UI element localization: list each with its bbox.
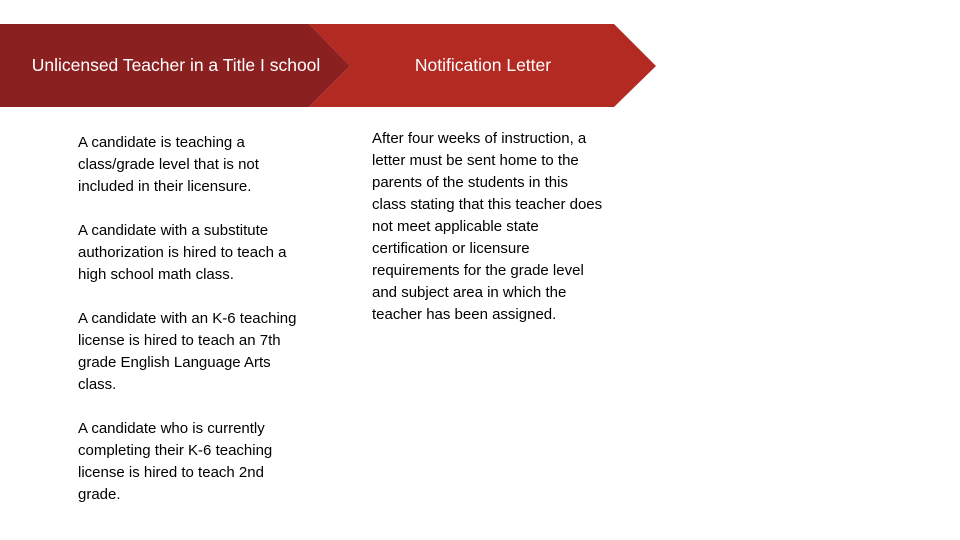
scenario-item: A candidate is teaching a class/grade level that is not included in their licensure. [78, 134, 259, 195]
notification-text: After four weeks of instruction, a letter must be sent home to the parents of the students in this class stating that this teacher does not meet applicable state certification or licensure requirements for the grade level and subject area in which the teacher has been assigned. [372, 130, 603, 323]
scenario-item: A candidate who is currently completing their K-6 teaching license is hired to teach 2nd grade. [78, 420, 273, 503]
scenario-item: A candidate with an K-6 teaching license is hired to teach an 7th grade English Language Arts class. [78, 310, 297, 393]
step-2-label: Notification Letter [414, 55, 552, 75]
step-1-label: Unlicensed Teacher in a Title I school [31, 55, 321, 75]
scenario-item: A candidate with a substitute authorization is hired to teach a high school math class. [78, 222, 287, 283]
scenario-list [78, 132, 308, 506]
notification-description [372, 128, 604, 326]
